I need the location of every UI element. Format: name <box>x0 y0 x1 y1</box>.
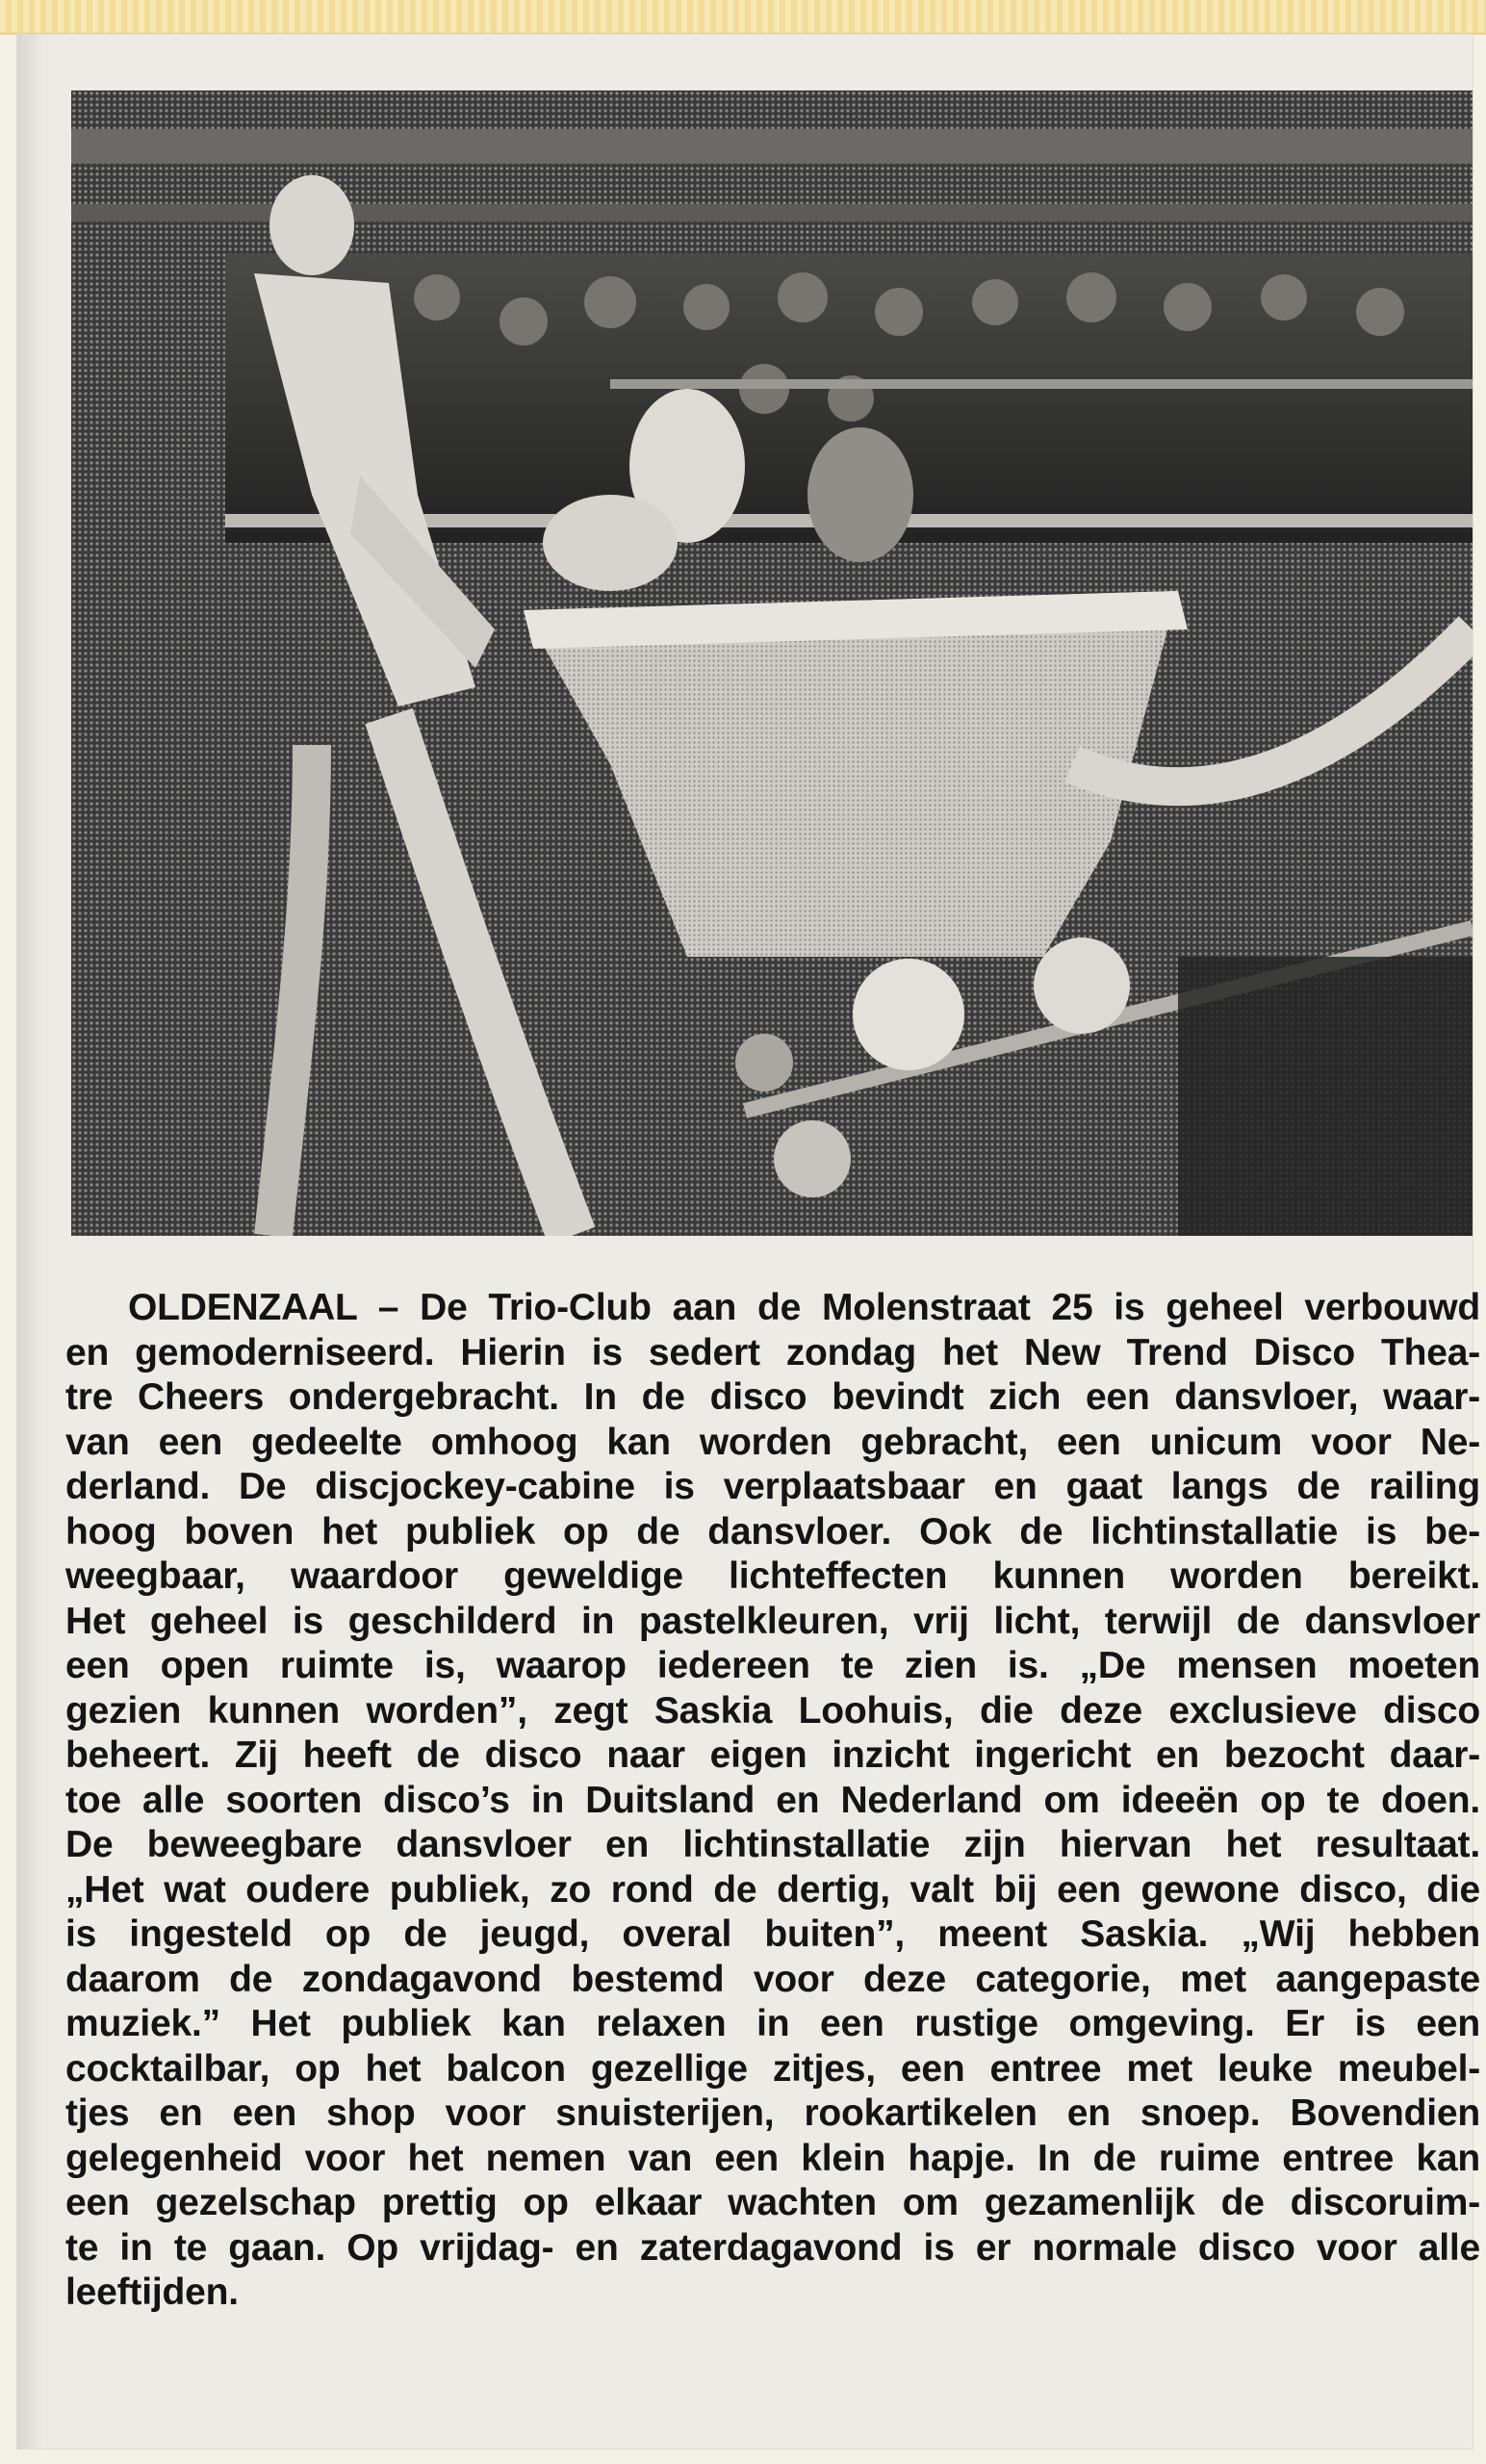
article-line: tjes en een shop voor snuisterijen, rookartikelen en snoep. Bovendien <box>65 2092 1480 2134</box>
disco-photo-illustration <box>71 90 1473 1236</box>
paper-edge-shadow <box>17 35 44 2449</box>
dark-area <box>1178 957 1473 1236</box>
railing-bar <box>610 379 1473 389</box>
article-line: toe alle soorten disco’s in Duitsland en Nederland om ideeën op te doen. <box>65 1779 1480 1821</box>
article-line: OLDENZAAL – De Trio-Club aan de Molenstraat 25 is geheel verbouwd <box>128 1287 1480 1328</box>
article-line: Het geheel is geschilderd in pastelkleuren, vrij licht, terwijl de dansvloer <box>65 1600 1480 1642</box>
article-line: weegbaar, waardoor geweldige lichteffecten kunnen worden bereikt. <box>65 1555 1480 1597</box>
article-body <box>65 1286 1480 2316</box>
article-line: „Het wat oudere publiek, zo rond de dertig, valt bij een gewone disco, die <box>65 1868 1480 1911</box>
article-line: van een gedeelte omhoog kan worden gebracht, een unicum voor Ne- <box>65 1421 1480 1463</box>
light-fixture <box>853 959 964 1070</box>
article-line: De beweegbare dansvloer en lichtinstallatie zijn hiervan het resultaat. <box>65 1824 1480 1865</box>
clipping-paper <box>17 35 1480 2449</box>
article-line: gezien kunnen worden”, zegt Saskia Loohuis, die deze exclusieve disco <box>65 1689 1480 1732</box>
light-fixture <box>774 1120 851 1197</box>
article-line: gelegenheid voor het nemen van een klein hapje. In de ruime entree kan <box>65 2137 1480 2179</box>
article-line: hoog boven het publiek op de dansvloer. Ook de lichtinstallatie is be- <box>65 1510 1480 1553</box>
man-head <box>269 175 354 275</box>
article-line: daarom de zondagavond bestemd voor deze categorie, met aangepaste <box>65 1958 1480 2000</box>
light-fixture <box>1034 937 1130 1034</box>
article-line: derland. De discjockey-cabine is verplaatsbaar en gaat langs de railing <box>65 1466 1480 1507</box>
dj-figure <box>543 495 678 591</box>
article-line: en gemoderniseerd. Hierin is sedert zondag het New Trend Disco Thea- <box>65 1331 1480 1373</box>
light-fixture <box>735 1034 793 1091</box>
article-line: muziek.” Het publiek kan relaxen in een rustige omgeving. Er is een <box>65 2003 1480 2044</box>
article-line: beheert. Zij heeft de disco naar eigen inzicht ingericht en bezocht daar- <box>65 1734 1480 1776</box>
article-line: een gezelschap prettig op elkaar wachten om gezamenlijk de discoruim- <box>65 2182 1480 2223</box>
article-line: cocktailbar, op het balcon gezellige zitjes, een entree met leuke meubel- <box>65 2047 1480 2090</box>
article-line: tre Cheers ondergebracht. In de disco bevindt zich een dansvloer, waar- <box>65 1376 1480 1418</box>
article-line: te in te gaan. Op vrijdag- en zaterdagavond is er normale disco voor alle <box>65 2226 1480 2269</box>
ceiling-beam <box>71 129 1473 164</box>
dj-figure <box>807 427 913 562</box>
article-line: een open ruimte is, waarop iedereen te zien is. „De mensen moeten <box>65 1645 1480 1686</box>
tape-strip <box>0 0 1486 35</box>
disco-photo <box>71 90 1473 1236</box>
article-line: is ingesteld op de jeugd, overal buiten”, meent Saskia. „Wij hebben <box>65 1913 1480 1955</box>
article-line: leeftijden. <box>65 2272 239 2313</box>
